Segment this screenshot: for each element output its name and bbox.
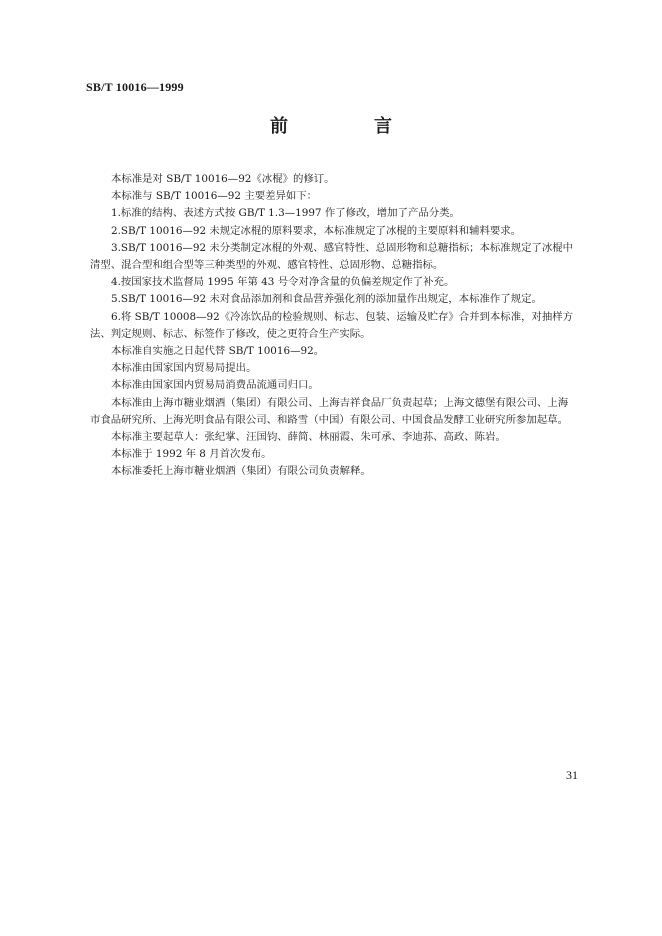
paragraph: 本标准与 SB/T 10016—92 主要差异如下：: [111, 190, 318, 203]
paragraph: 本标准由国家国内贸易局消费品流通司归口。: [111, 379, 319, 392]
paragraph: 本标准是对 SB/T 10016—92《冰棍》的修订。: [111, 173, 335, 185]
paragraph: 本标准主要起草人：张纪掌、汪国钧、薛简、林丽霞、朱可承、李迪荪、高政、陈岩。: [111, 431, 506, 444]
paragraph: 6.将 SB/T 10008—92《冷冻饮品的检验规则、标志、包装、运输及贮存》合并到本标准，对抽样方法、判定规则、标志、标签作了修改，使之更符合生产实际。: [90, 310, 574, 340]
foreword-body: [90, 171, 578, 481]
paragraph: 3.SB/T 10016—92 未分类制定冰棍的外观、感官特性、总固形物和总糖指标；本标准规定了冰棍中清型、混合型和组合型等三种类型的外观、感官特性、总固形物、总糖指标。: [90, 241, 574, 272]
page-title: 前 言: [270, 116, 426, 137]
page-number: 31: [566, 768, 578, 782]
paragraph: 本标准委托上海市糖业烟酒（集团）有限公司负责解释。: [111, 465, 371, 478]
paragraph: 本标准于 1992 年 8 月首次发布。: [111, 448, 272, 461]
paragraph: 2.SB/T 10016—92 未规定冰棍的原料要求，本标准规定了冰棍的主要原料和辅料要求。: [111, 224, 522, 237]
paragraph: 本标准由国家国内贸易局提出。: [111, 362, 257, 375]
paragraph: 5.SB/T 10016—92 未对食品添加剂和食品营养强化剂的添加量作出规定，本标准作了规定。: [111, 293, 542, 306]
paragraph: 4.按国家技术监督局 1995 年第 43 号令对净含量的负偏差规定作了补充。: [111, 276, 455, 289]
paragraph: 本标准由上海市糖业烟酒（集团）有限公司、上海吉祥食品厂负责起草；上海文德堡有限公司、上海市食品研究所、上海光明食品有限公司、和路雪（中国）有限公司、中国食品发酵工业研究所参加起草。: [90, 396, 569, 426]
paragraph: 本标准自实施之日起代替 SB/T 10016—92。: [111, 345, 325, 358]
standard-code: SB/T 10016—1999: [86, 80, 184, 94]
paragraph: 1.标准的结构、表述方式按 GB/T 1.3—1997 作了修改，增加了产品分类。: [111, 207, 460, 220]
